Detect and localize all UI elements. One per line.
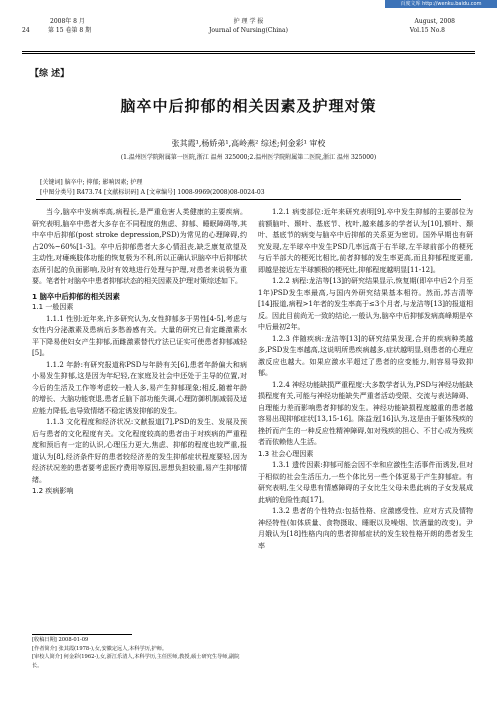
page-number: 24: [22, 27, 30, 34]
header-journal-cn: 护 理 学 报: [233, 18, 264, 25]
right-paragraph: 1.3.1 遗传因素:抑郁可能会因不幸和应激性生活事件而诱发,但对于相似的社会生活压力,一些个体比另一些个体更易于产生抑郁症。有研究表明,生父母患有情感障碍的子女比生父母未患此病的子女发展成此病的危险性高[17]。: [258, 461, 473, 504]
right-paragraph: 1.3.2 患者的个性特点:包括性格、应激感受性、应对方式及情物神经特性(如体质量、食物摄取、睡眠以及噪烟、饮酒量的改变)。尹月娥认为[18]性格内向的患者抑郁症状的发生较性格开朗的患者发生率: [258, 507, 473, 550]
left-paragraph: 1.1.1 性别:近年来,许多研究认为,女性抑郁多于男性[4-5],考虑与女性内分泌激素及患病后多愁善感有关。大量的研究已肯定雌激素水平下降易使妇女产生抑郁,而雌激素替代疗法已证实可使患者抑郁减轻[5]。: [32, 314, 247, 357]
header-right-vol: Vol.15 No.8: [409, 27, 445, 34]
footnote-rule: [32, 634, 132, 635]
footnotes: [32, 636, 247, 670]
right-paragraph: 1.2.1 病变部位:近年来研究表明[9],卒中发生抑郁的主要部位为前额脑叶、颞叶、基底节、枕叶,越来越多的学者认为[10],额叶、颞叶、基底节的病变与脑卒中后抑郁的关系更为密切。国外早期也有研究发现,左半球卒中发生PSD几率远高于右半球,左半球前部小的梗死与后半部大的梗死比相比,前者抑郁的发生率更高,而且抑郁程度更重,即越是接近左半球额极的梗死灶,抑郁程度越明显[11-12]。: [258, 208, 473, 274]
header-rule: [22, 51, 475, 52]
classification: [中图分类号] R473.74 [文献标识码] A [文章编号] 1008-9969(2008)08-0024-03: [40, 189, 265, 196]
left-paragraph: 当今,脑卒中发病率高,病程长,是严重危害人类健康的主要疾病。研究表明,脑卒中患者大多存在不同程度的焦虑、抑郁、睡眠障碍等,其中卒中后抑郁(post stroke depression,PSD)为常见的心理障碍,约占20%~60%[1-3]。卒中后抑郁患者大多心情沮丧,缺乏康复欲望及主动性,对瘫痪肢体功能的恢复极为不利,所以正确认识脑卒中后抑郁状态所引起的负面影响,及时有效地进行处理与护理,对患者来说极为重要。笔者针对脑卒中患者抑郁状态的相关因素及护理对策综述如下。: [32, 208, 247, 285]
left-heading: 1 脑卒中后抑郁的相关因素: [32, 291, 120, 301]
right-paragraph: 1.2.2 病程:龙洁等[13]的研究结果显示,恢复期(即卒中后2个月至1年)PSD发生率最高,与国内外研究结果基本相符。然而,苏吉清等[14]报道,病程>1年者的发生率高于≤3个月者,与龙洁等[13]的报道相反。因此目前尚无一致的结论,一般认为,脑卒中后抑郁发病高峰期是卒中后最初2年。: [258, 277, 473, 331]
affiliation: (1.温州医学院附属第一医院,浙江 温州 325000;2.温州医学院附属第二医院,浙江 温州 325000): [120, 154, 377, 161]
watermark: 百度文库 http://wenku.baidu.com: [385, 0, 497, 8]
left-heading: 1.2 疾病影响: [32, 487, 74, 495]
right-heading: 1.3 社会心理因素: [258, 449, 314, 458]
header-rule-thin: [22, 53, 475, 54]
left-column: [32, 207, 247, 498]
keywords: [关键词] 脑卒中; 抑郁; 影响因素; 护理: [40, 179, 143, 186]
right-paragraph: 1.2.3 伴随疾病:龙洁等[13]的研究结果发现,合并的疾病种类越多,PSD发生率越高,这说明所患疾病越多,症状越明显,则患者的心理应激反应也越大。如果应激水平超过了患者的应变能力,则容易导致抑郁。: [258, 334, 473, 377]
footnote: [收稿日期] 2008-01-09: [32, 637, 89, 643]
authors: 张其霞¹,杨娇弟¹,高岭燕² 综述;何金彩¹ 审校: [171, 139, 326, 148]
header-journal-en: Journal of Nursing(China): [209, 27, 288, 34]
header-right-date: August, 2008: [414, 18, 455, 25]
keywords-block: [40, 178, 265, 198]
footnote: [审校人简介] 何金彩(1962-),女,浙江乐清人,本科学历,主任医师,教授,硕士研究生导师,副院长。: [32, 654, 240, 669]
left-paragraph: 1.1.3 文化程度和经济状况:文献报道[7],PSD的发生、发展及预后与患者的文化程度有关。文化程度较高的患者由于对疾病的严重程度和预后有一定的认识,心理压力更大,焦虑、抑郁的程度也较严重,报道认为[8],经济条件好的患者较经济差的发生抑郁症状程度要轻,因为经济状况差的患者要考虑医疗费用等原因,思想负担较重,易产生抑郁情绪。: [32, 418, 247, 484]
right-column: [258, 207, 473, 552]
section-tag: 【综 述】: [30, 69, 70, 79]
article-title: 脑卒中后抑郁的相关因素及护理对策: [120, 97, 377, 115]
header-left-issue: 第 15 卷第 8 期: [48, 27, 92, 34]
header-left-date: 2008年 8 月: [50, 18, 85, 25]
left-heading: 1.1 一般因素: [32, 303, 74, 311]
abstract-rule: [36, 199, 461, 200]
right-paragraph: 1.2.4 神经功能缺损严重程度:大多数学者认为,PSD与神经功能缺损程度有关,可能与神经功能缺失严重者活动受限、交流与表达障碍、自理能力差而影响患者抑郁的发生。神经功能缺损程度越重的患者越容易出现抑郁症状[13,15-16]。陈益龙[16]认为,这是由于躯体残疾的挫折而产生的一种反应性精神障碍,如对残疾的担心、不甘心成为残疾者而依赖他人生活。: [258, 380, 473, 446]
left-paragraph: 1.1.2 年龄:有研究报道称PSD与年龄有关[6],患者年龄偏大和病小易发生抑郁,这是因为年纪轻,在家庭及社会中还处于主导的位置,对今后的生活及工作等考虑较一般人多,易产生抑郁现象;相反,随着年龄的增长、大脑功能衰退,患者丘脑下部功能失调,心理防御机制减弱及适应能力降低,也导致情绪不稳定诱发抑郁的发生。: [32, 360, 247, 415]
footnote: [作者简介] 张其霞(1978-),女,安徽定远人,本科学历,护师。: [32, 645, 168, 652]
